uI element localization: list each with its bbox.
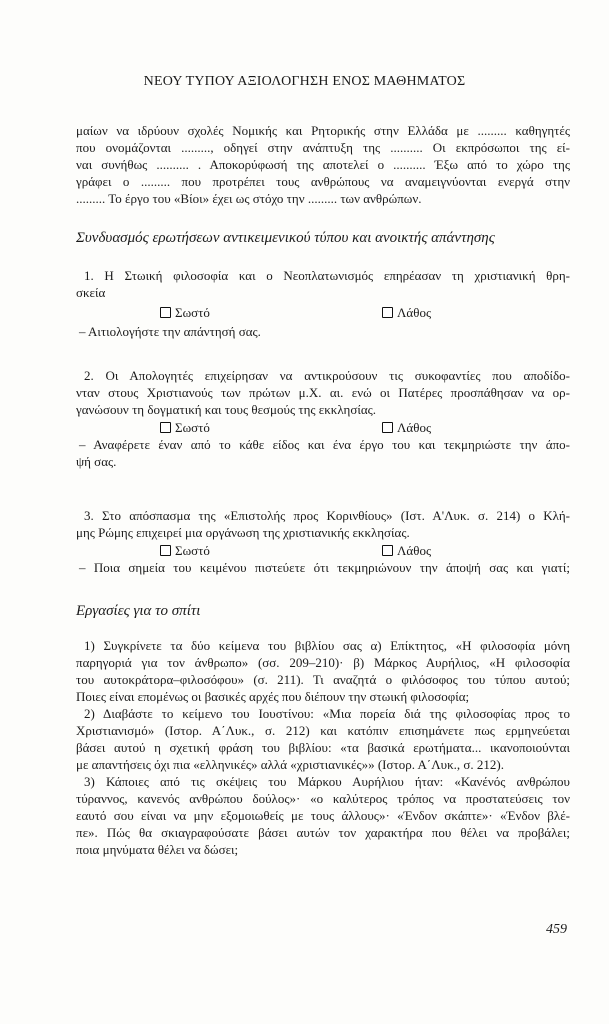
intro-line: ......... Το έργο του «Βίοι» έχει ως στόχο την ......... των ανθρώπων. [76,191,422,206]
question-line: γανώσουν τη δογματική και τους θεσμούς της εκκλησίας. [76,402,377,417]
question-line: νταν στους Χριστιανούς των πρώτων μ.Χ. αι. ενώ οι Πατέρες προσπάθησαν να ορ- [76,385,570,400]
homework-line: τύραννος, κανενός ανθρώπου δούλος»· «ο καλύτερος τρόπος να προστατεύσεις τον [76,791,570,806]
question-2 [76,367,570,470]
page-header: ΝΕΟΥ ΤΥΠΟΥ ΑΞΙΟΛΟΓΗΣΗ ΕΝΟΣ ΜΑΘΗΜΑΤΟΣ [143,74,466,89]
follow-up-line: ψή σας. [76,454,117,469]
choice-wrong[interactable] [382,419,431,436]
follow-up-line: – Αιτιολογήστε την απάντησή σας. [79,324,261,339]
homework-line: πε». Πώς θα σκιαγραφούσατε βάσει αυτών τον χαρακτήρα που θέλει να προβάλει; [76,825,570,840]
section-title-combined-questions: Συνδυασμός ερωτήσεων αντικειμενικού τύπου και ανοικτής απάντησης [76,230,495,246]
choice-label: Σωστό [175,305,210,320]
intro-line: που ονομάζονται ........., οδηγεί στην ανάπτυξη της .......... Οι εκπρόσωποι της εί- [76,140,570,155]
question-1 [76,267,570,340]
intro-line: γράφει ο ......... που προτρέπει τους ανθρώπους να αναμειγνύονται ενεργά στην [76,174,570,189]
choice-correct[interactable] [160,304,210,321]
homework-line: 1) Συγκρίνετε τα δύο κείμενα του βιβλίου σας α) Επίκτητος, «Η φιλοσοφία μόνη [84,638,570,653]
homework-line: βάσει αυτού η σχετική φράση του βιβλίου: «τα βασικά ερωτήματα... ικανοποιούνται [76,740,570,755]
intro-line: ναι συνήθως .......... . Αποκορύφωσή της αποτελεί ο .......... Έξω από το χώρο της [76,157,570,172]
homework-item-3 [76,773,570,858]
question-3 [76,507,570,576]
homework-line: παρηγοριά για τον άνθρωπο» (σσ. 209–210)· β) Μάρκος Αυρήλιος, «Η φιλοσοφία [76,655,570,670]
intro-line: μαίων να ιδρύουν σχολές Νομικής και Ρητορικής στην Ελλάδα με ......... καθηγητές [76,123,570,138]
choice-correct[interactable] [160,419,210,436]
checkbox-icon[interactable] [382,422,393,433]
checkbox-icon[interactable] [160,307,171,318]
follow-up-line: – Ποια σημεία του κειμένου πιστεύετε ότι τεκμηριώνουν την άποψή σας και γιατί; [79,560,570,575]
choice-correct[interactable] [160,542,210,559]
homework-list [76,637,570,858]
homework-line: με απαντήσεις όχι πια «ελληνικές» αλλά «χριστιανικές»» (Ιστορ. Α΄Λυκ., σ. 212). [76,757,504,772]
choice-label: Σωστό [175,420,210,435]
homework-line: 3) Κάποιες από τις σκέψεις του Μάρκου Αυρήλιου ήταν: «Κανένός ανθρώπου [84,774,570,789]
choice-label: Λάθος [397,543,432,558]
question-line: 2. Οι Απολογητές επιχείρησαν να αντικρούσουν τις συκοφαντίες που αποδίδο- [84,368,570,383]
homework-item-1 [76,637,570,705]
homework-item-2 [76,705,570,773]
question-line: σκεία [76,285,106,300]
homework-line: Χριστιανισμό» (Ιστορ. Α΄Λυκ., σ. 212) και κατόπιν επισημάνετε πως ερμηνεύεται [76,723,570,738]
homework-line: ποια μηνύματα θέλει να δώσει; [76,842,239,857]
page-number: 459 [546,922,567,937]
choice-wrong[interactable] [382,304,431,321]
follow-up-line: – Αναφέρετε έναν από το κάθε είδος και ένα έργο του και τεκμηριώστε την άπο- [79,437,570,452]
choice-label: Λάθος [397,305,432,320]
intro-paragraph [76,122,570,207]
choice-wrong[interactable] [382,542,431,559]
checkbox-icon[interactable] [160,422,171,433]
choice-label: Σωστό [175,543,210,558]
question-line: μης Ρώμης επιχειρεί μια οργάνωση της χριστιανικής εκκλησίας. [76,525,410,540]
checkbox-icon[interactable] [382,545,393,556]
homework-line: εαυτό σου είναι να μην εξομοιωθείς με τους άλλους»· «Ένδον σκάπτε»· «Ένδον βλέ- [76,808,570,823]
question-line: 1. Η Στωική φιλοσοφία και ο Νεοπλατωνισμός επηρέασαν τη χριστιανική θρη- [84,268,570,283]
section-title-homework: Εργασίες για το σπίτι [76,603,201,619]
question-line: 3. Στο απόσπασμα της «Επιστολής προς Κορινθίους» (Ιστ. Α'Λυκ. σ. 214) ο Κλή- [84,508,570,523]
homework-line: Ποιες είναι επομένως οι βασικές αρχές που διέπουν την στωική φιλοσοφία; [76,689,470,704]
choice-label: Λάθος [397,420,432,435]
homework-line: του αυτοκράτορα–φιλοσόφου» (σ. 211). Τι αναζητά ο φιλόσοφος του τύπου αυτού; [76,672,570,687]
homework-line: 2) Διαβάστε το κείμενο του Ιουστίνου: «Μια πορεία διά της φιλοσοφίας προς το [84,706,570,721]
checkbox-icon[interactable] [160,545,171,556]
checkbox-icon[interactable] [382,307,393,318]
